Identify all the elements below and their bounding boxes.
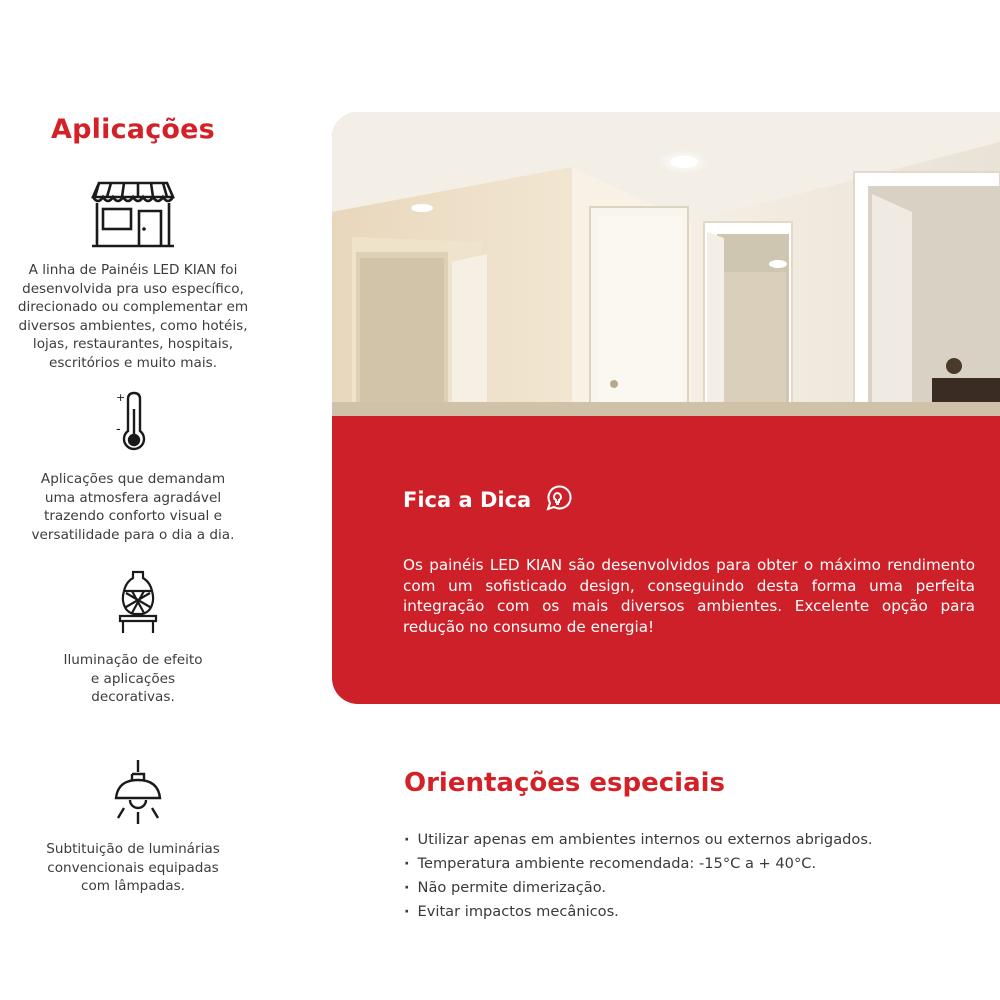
guideline-item: · Utilizar apenas em ambientes internos ou externos abrigados. <box>404 828 873 852</box>
guidelines-list <box>404 828 873 924</box>
tip-body: Os painéis LED KIAN são desenvolvidos para obter o máximo rendimento com um sofisticado design, conseguindo desta forma uma perfeita integração com os mais diversos ambientes. Excelente opção para redução no consumo de energia! <box>403 556 975 636</box>
lightbulb-chat-icon <box>544 485 572 513</box>
application-text-3: Iluminação de efeito e aplicações decorativas. <box>63 652 203 705</box>
applications-title: Aplicações <box>51 114 215 145</box>
guideline-item: · Temperatura ambiente recomendada: -15°C a + 40°C. <box>404 852 873 876</box>
application-text-1: A linha de Painéis LED KIAN foi desenvolvida pra uso específico, direcionado ou complementar em diversos ambientes, como hotéis, lojas, restaurantes, hospitais, escritórios e muito mais. <box>17 262 249 371</box>
guideline-item: · Evitar impactos mecânicos. <box>404 900 873 924</box>
application-text-4: Subtituição de luminárias convencionais equipadas com lâmpadas. <box>46 841 220 894</box>
application-text-2: Aplicações que demandam uma atmosfera agradável trazendo conforto visual e versatilidade para o dia a dia. <box>31 471 235 543</box>
tip-title: Fica a Dica <box>403 488 532 512</box>
svg-text:+: + <box>116 391 126 404</box>
storefront-icon <box>91 181 175 249</box>
interior-hallway-photo <box>332 112 1000 416</box>
svg-text:-: - <box>116 422 121 437</box>
guidelines-title: Orientações especiais <box>404 768 726 798</box>
tip-panel <box>332 112 1000 704</box>
pendant-lamp-icon <box>110 758 166 826</box>
guideline-item: · Não permite dimerização. <box>404 876 873 900</box>
thermometer-icon <box>113 389 155 453</box>
decorative-vase-icon <box>116 569 160 635</box>
